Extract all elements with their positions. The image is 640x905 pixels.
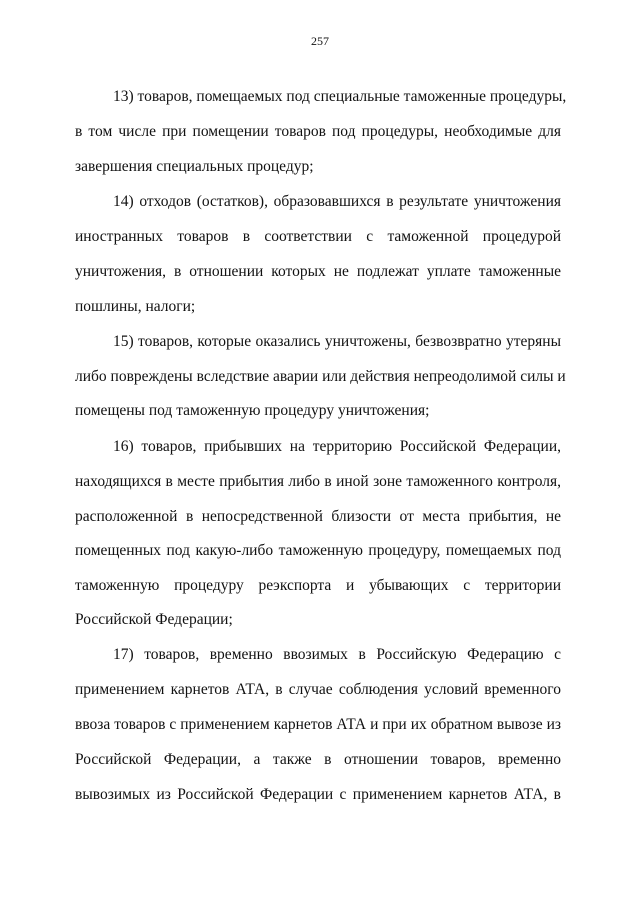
text-line: применением карнетов АТА, в случае соблюдения условий временного	[75, 681, 561, 698]
text-line: Российской Федерации, а также в отношении товаров, временно	[75, 751, 561, 768]
text-line: 16) товаров, прибывших на территорию Российской Федерации,	[113, 438, 561, 455]
text-line: завершения специальных процедур;	[75, 158, 314, 175]
text-line: либо повреждены вследствие аварии или действия непреодолимой силы и	[75, 368, 566, 385]
text-line: ввоза товаров с применением карнетов АТА и при их обратном вывозе из	[75, 716, 561, 733]
text-line: помещенных под какую-либо таможенную процедуру, помещаемых под	[75, 542, 561, 559]
page-number: 257	[311, 34, 329, 48]
text-line: таможенную процедуру реэкспорта и убывающих с территории	[75, 577, 561, 594]
text-line: находящихся в месте прибытия либо в иной зоне таможенного контроля,	[75, 473, 561, 490]
text-line: уничтожения, в отношении которых не подлежат уплате таможенные	[75, 263, 561, 280]
text-line: 15) товаров, которые оказались уничтожены, безвозвратно утеряны	[113, 333, 561, 350]
text-line: 17) товаров, временно ввозимых в Российскую Федерацию с	[113, 646, 561, 663]
text-line: 14) отходов (остатков), образовавшихся в результате уничтожения	[113, 193, 561, 210]
text-line: Российской Федерации;	[75, 611, 233, 628]
text-line: в том числе при помещении товаров под процедуры, необходимые для	[75, 123, 561, 140]
text-line: 13) товаров, помещаемых под специальные таможенные процедуры,	[113, 88, 567, 105]
text-line: пошлины, налоги;	[75, 298, 196, 315]
text-line: помещены под таможенную процедуру уничтожения;	[75, 402, 430, 419]
text-line: вывозимых из Российской Федерации с применением карнетов АТА, в	[75, 786, 561, 803]
text-line: иностранных товаров в соответствии с таможенной процедурой	[75, 228, 561, 245]
text-line: расположенной в непосредственной близости от места прибытия, не	[75, 508, 561, 525]
